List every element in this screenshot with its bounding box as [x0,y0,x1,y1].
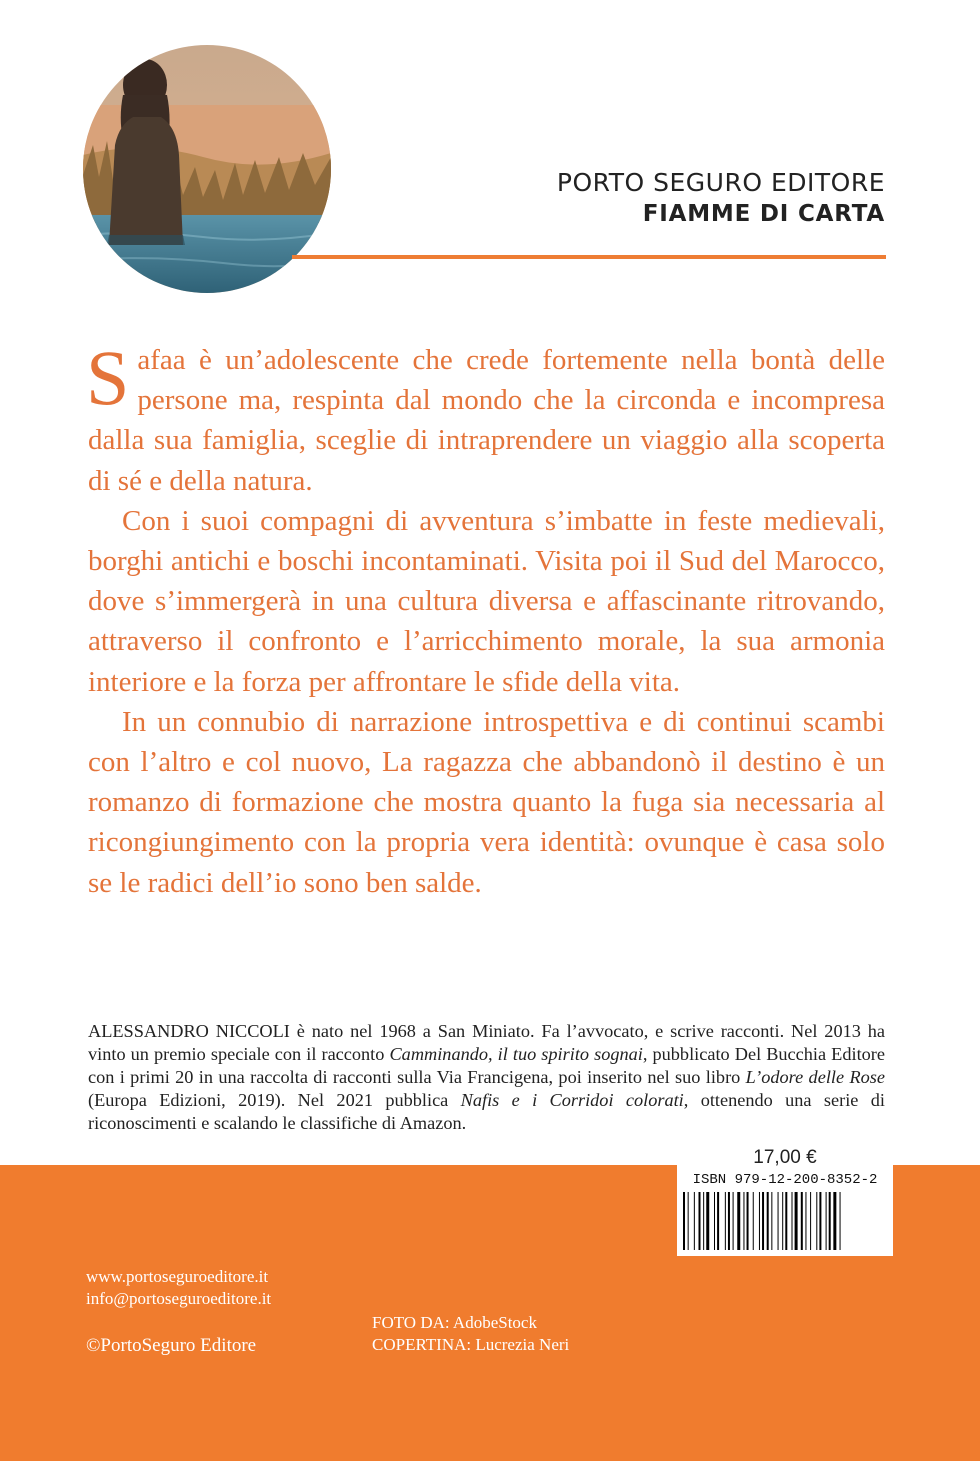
barcode-icon [683,1192,887,1250]
bio-title-1: Camminando, il tuo spirito sognai [389,1044,643,1064]
publisher-name: PORTO SEGURO EDITORE [556,168,885,197]
bio-text-1: ALESSANDRO NICCOLI è nato nel 1968 a San Miniato. Fa l’avvocato, e scrive racconti. Nel 2013 ha vinto un premio speciale con il racconto [88,1021,885,1064]
blurb-paragraph-1 [86,334,885,501]
blurb-paragraph-3: In un connubio di narrazione introspettiva e di continui scambi con l’altro e col nuovo, La ragazza che abbandonò il destino è un romanzo di formazione che mostra quanto la fuga sia necessaria al ricongiungimento con la propria vera identità: ovunque è casa solo se le radici dell’io sono ben salde. [88,705,885,899]
bio-title-3: Nafis e i Corridoi colorati [460,1090,684,1110]
author-bio [88,1020,885,1135]
publisher-block [557,168,885,227]
header-rule [292,255,886,259]
blurb-paragraph-2: Con i suoi compagni di avventura s’imbatte in feste medievali, borghi antichi e boschi incontaminati. Visita poi il Sud del Marocco, dove s’immergerà in una cultura diversa e affascinante ritrovando, attraverso il confronto e l’arricchimento morale, la sua armonia interiore e la forza per affrontare le sfide della vita. [88,504,885,698]
series-name: FIAMME DI CARTA [642,201,885,227]
bio-title-2: L’odore delle Rose [745,1067,885,1087]
photo-credit: FOTO DA: AdobeStock [372,1313,537,1332]
email-link[interactable]: info@portoseguroeditore.it [86,1289,272,1308]
bio-text-3: (Europa Edizioni, 2019). Nel 2021 pubblica [88,1090,461,1110]
bio-text-2: , pubblicato Del Bucchia Editore con i primi 20 in una raccolta di racconti sulla Via Francigena, poi inserito nel suo libro [88,1044,885,1087]
bio-text-4: , ottenendo una serie di riconoscimenti e scalando le classifiche di Amazon. [88,1090,885,1133]
credits-block [372,1312,569,1356]
cover-credit: COPERTINA: Lucrezia Neri [372,1335,570,1354]
copyright: ©PortoSeguro Editore [86,1335,257,1356]
website-link[interactable]: www.portoseguroeditore.it [86,1267,269,1286]
blurb-paragraph-1-text: afaa è un’adolescente che crede fortemente nella bontà delle persone ma, respinta dal mondo che la circonda e incompresa dalla sua famiglia, sceglie di intraprendere un viaggio alla scoperta di sé e della natura. [88,344,885,497]
contact-block [86,1266,271,1310]
price-barcode-box [677,1146,893,1256]
drop-cap: S [86,334,130,421]
blurb [86,334,885,903]
isbn-text: ISBN 979-12-200-8352-2 [692,1172,878,1188]
price: 17,00 € [753,1147,817,1168]
